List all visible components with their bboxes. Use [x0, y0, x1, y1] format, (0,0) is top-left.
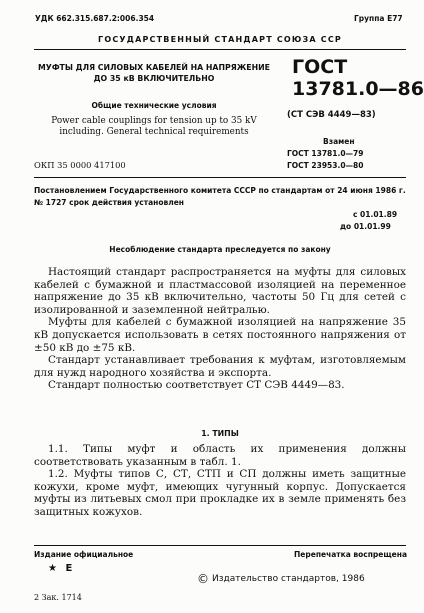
intro-paragraph: Муфты для кабелей с бумажной изоляцией на напряжение 35 кВ допускается использовать в сетях постоянного напряжения от ±50 кВ до ±75 кВ.: [34, 316, 406, 354]
standard-header: ГОСУДАРСТВЕННЫЙ СТАНДАРТ СОЮЗА ССР: [98, 35, 342, 44]
replaced-standard-2: ГОСТ 23953.0—80: [287, 161, 364, 170]
bottom-divider: [34, 545, 406, 546]
violation-note: Несоблюдение стандарта преследуется по закону: [109, 245, 331, 254]
replaced-standard-1: ГОСТ 13781.0—79: [287, 149, 364, 158]
group-code: Группа Е77: [354, 14, 403, 23]
english-title-line-1: Power cable couplings for tension up to 35 kV: [51, 116, 257, 126]
official-edition-label: Издание официальное: [34, 550, 134, 559]
intro-paragraph: Стандарт полностью соответствует СТ СЭВ 4449—83.: [48, 379, 345, 392]
document-title: [30, 62, 278, 84]
print-order-note: 2 Зак. 1714: [34, 593, 82, 602]
intro-text: [34, 266, 406, 392]
valid-to-date: до 01.01.99: [340, 222, 391, 231]
gost-label: ГОСТ: [292, 56, 348, 78]
intro-paragraph: Стандарт устанавливает требования к муфтам, изготовляемым для нужд народного хозяйства и экспорта.: [34, 354, 406, 379]
okp-code: ОКП 35 0000 417100: [34, 160, 126, 170]
document-subtitle: Общие технические условия: [91, 101, 217, 110]
reprint-prohibited-label: Перепечатка воспрещена: [294, 550, 408, 559]
section-paragraph: 1.1. Типы муфт и область их применения должны соответствовать указанным в табл. 1.: [34, 443, 406, 468]
quality-mark: ★ Е: [48, 563, 73, 574]
section-paragraph: 1.2. Муфты типов С, СТ, СТП и СП должны иметь защитные кожухи, кроме муфт, имеющих чугунный корпус. Допускается муфты из литьевых смол при прокладке их в земле применять без защитных кожухов.: [34, 468, 406, 518]
valid-from-date: с 01.01.89: [353, 210, 398, 219]
english-title-line-2: including. General technical requirements: [59, 127, 249, 137]
decree-text: Постановлением Государственного комитета СССР по стандартам от 24 июня 1986 г. № 1727 срок действия установлен: [34, 186, 406, 207]
udk-code: УДК 662.315.687.2:006.354: [35, 14, 155, 23]
top-divider: [34, 49, 406, 50]
section-title: 1. ТИПЫ: [201, 429, 239, 438]
copyright-icon: ©: [197, 572, 209, 586]
intro-paragraph: Настоящий стандарт распространяется на муфты для силовых кабелей с бумажной и пластмассовой изоляцией на переменное напряжение до 35 кВ включительно, частоты 50 Гц для сетей с изолированной и заземленной нейтралью.: [34, 266, 406, 316]
middle-divider: [34, 177, 406, 178]
gost-number: 13781.0—86: [292, 78, 424, 100]
replaces-label: Взамен: [323, 137, 355, 146]
st-sev-reference: (СТ СЭВ 4449—83): [287, 110, 376, 120]
title-line-2: ДО 35 кВ ВКЛЮЧИТЕЛЬНО: [93, 74, 215, 83]
section-text: [34, 443, 406, 519]
copyright-text: Издательство стандартов, 1986: [212, 574, 365, 584]
title-line-1: МУФТЫ ДЛЯ СИЛОВЫХ КАБЕЛЕЙ НА НАПРЯЖЕНИЕ: [38, 63, 270, 72]
english-title: [30, 116, 278, 138]
